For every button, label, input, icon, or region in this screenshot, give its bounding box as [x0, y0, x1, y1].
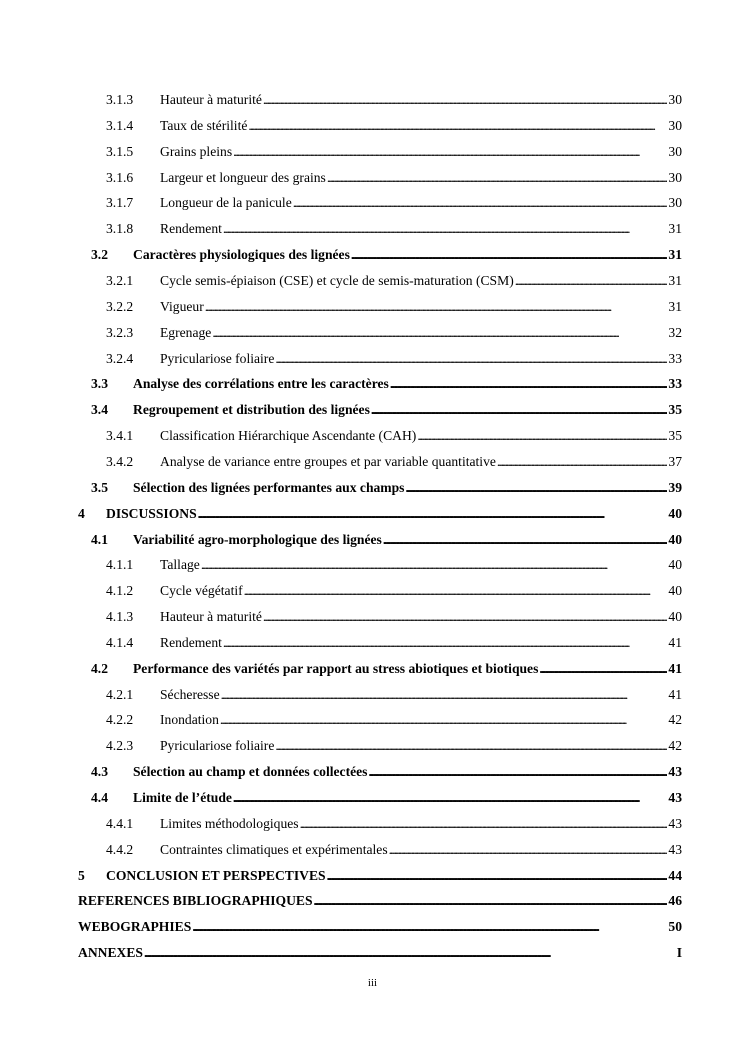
toc-entry-number: 3.1.7 — [106, 195, 134, 211]
toc-entry-page: 31 — [668, 298, 682, 314]
toc-entry-title: Sélection au champ et données collectées — [133, 764, 368, 780]
toc-entry-page: 35 — [668, 402, 682, 418]
toc-entry-title: Vigueur — [160, 298, 204, 314]
dot-leader — [244, 583, 668, 599]
toc-entry[interactable] — [106, 191, 682, 211]
toc-entry-number: 3.1.5 — [106, 143, 134, 159]
toc-entry-title: Egrenage — [160, 324, 212, 340]
toc-entry-title: Rendement — [160, 634, 222, 650]
dot-leader — [263, 92, 667, 108]
toc-entry-page: 30 — [668, 169, 682, 185]
toc-entry[interactable] — [106, 631, 682, 651]
toc-entry-title: Analyse des corrélations entre les caractères — [133, 376, 389, 392]
toc-entry-page: 35 — [668, 428, 682, 444]
toc-entry-page: 40 — [668, 557, 682, 573]
toc-entry[interactable] — [91, 398, 682, 418]
toc-entry-title: Cycle végétatif — [160, 583, 243, 599]
toc-entry-number: 3.4.1 — [106, 428, 134, 444]
toc-entry-title: Classification Hiérarchique Ascendante (CAH) — [160, 428, 417, 444]
toc-entry-title: Regroupement et distribution des lignées — [133, 402, 370, 418]
toc-entry-title: Cycle semis-épiaison (CSE) et cycle de semis-maturation (CSM) — [160, 273, 514, 288]
dot-leader — [201, 557, 668, 573]
toc-entry-page: 31 — [668, 221, 682, 237]
dot-leader — [515, 273, 668, 289]
toc-entry-page: 31 — [668, 247, 682, 263]
toc-entry-number: 3.4 — [91, 402, 108, 418]
toc-entry-title: Tallage — [160, 557, 200, 573]
toc-entry-title: ANNEXES — [78, 945, 143, 961]
toc-entry-title: Performance des variétés par rapport au stress abiotiques et biotiques — [133, 660, 539, 676]
page-number: iii — [367, 977, 378, 989]
toc-entry[interactable] — [106, 88, 682, 108]
toc-entry-page: 43 — [668, 790, 682, 805]
toc-entry[interactable] — [106, 140, 682, 160]
dot-leader — [539, 661, 667, 677]
toc-entry[interactable] — [106, 269, 682, 289]
toc-entry-number: 4.4.1 — [106, 815, 134, 831]
dot-leader — [205, 299, 668, 315]
toc-entry-page: 50 — [668, 919, 682, 935]
dot-leader — [233, 144, 667, 160]
toc-entry-page: 30 — [668, 143, 682, 159]
toc-entry-number: 4.4.2 — [106, 841, 134, 857]
toc-entry[interactable] — [106, 708, 682, 728]
toc-entry-title: Inondation — [160, 712, 219, 728]
toc-entry[interactable] — [91, 372, 682, 392]
toc-entry-page: 40 — [668, 531, 682, 547]
dot-leader — [233, 790, 667, 806]
toc-entry-page: 42 — [668, 712, 682, 728]
toc-entry-page: 46 — [668, 893, 682, 909]
dot-leader — [223, 221, 667, 237]
toc-entry-page: 42 — [668, 738, 682, 754]
dot-leader — [417, 428, 667, 444]
toc-entry-page: 40 — [668, 609, 682, 624]
toc-entry-number: 3.2.4 — [106, 350, 134, 366]
toc-entry[interactable] — [106, 114, 682, 134]
toc-entry[interactable] — [106, 450, 682, 470]
toc-entry-page: 37 — [668, 453, 682, 469]
toc-entry-title: Largeur et longueur des grains — [160, 169, 326, 185]
toc-entry[interactable] — [91, 657, 682, 677]
toc-entry-page: 39 — [668, 479, 682, 495]
dot-leader — [383, 532, 668, 548]
toc-entry-page: 31 — [668, 273, 682, 288]
dot-leader — [405, 480, 667, 496]
toc-entry[interactable] — [78, 915, 682, 935]
toc-entry-number: 3.1.3 — [106, 92, 134, 107]
dot-leader — [275, 738, 667, 754]
toc-entry-number: 4 — [78, 505, 85, 521]
toc-entry-number: 4.1.3 — [106, 609, 134, 624]
toc-entry-number: 4.2.1 — [106, 686, 134, 702]
toc-entry-title: Hauteur à maturité — [160, 609, 262, 624]
dot-leader — [144, 945, 676, 961]
toc-entry-page: 41 — [668, 660, 682, 676]
dot-leader — [220, 712, 668, 728]
toc-entry-number: 4.1.2 — [106, 583, 134, 599]
toc-entry-number: 3.1.8 — [106, 221, 134, 237]
dot-leader — [248, 118, 667, 134]
dot-leader — [293, 195, 668, 211]
toc-entry-title: Analyse de variance entre groupes et par variable quantitative — [160, 453, 496, 469]
toc-entry-page: 41 — [668, 686, 682, 702]
toc-entry[interactable] — [106, 579, 682, 599]
toc-entry[interactable] — [78, 864, 682, 884]
toc-entry-number: 4.3 — [91, 764, 108, 780]
toc-entry-number: 3.1.4 — [106, 117, 134, 133]
toc-entry[interactable] — [106, 166, 682, 186]
toc-entry-number: 3.2.1 — [106, 273, 134, 288]
toc-entry-page: 33 — [668, 376, 682, 392]
toc-entry[interactable] — [106, 295, 682, 315]
toc-entry-title: Limite de l’étude — [133, 790, 232, 805]
toc-entry[interactable] — [106, 734, 682, 754]
toc-entry-page: I — [676, 945, 682, 961]
toc-entry[interactable] — [106, 838, 682, 858]
toc-entry-title: Sécheresse — [160, 686, 220, 702]
dot-leader — [300, 816, 668, 832]
toc-entry-page: 43 — [668, 815, 682, 831]
toc-entry-number: 4.2.3 — [106, 738, 134, 754]
dot-leader — [327, 170, 668, 186]
dot-leader — [497, 454, 667, 470]
toc-entry-page: 40 — [668, 505, 682, 521]
dot-leader — [389, 842, 668, 858]
toc-entry-page: 33 — [668, 350, 682, 366]
toc-entry[interactable] — [106, 605, 682, 625]
dot-leader — [368, 764, 667, 780]
toc-entry[interactable] — [106, 424, 682, 444]
dot-leader — [327, 868, 668, 884]
toc-entry-title: Contraintes climatiques et expérimentales — [160, 841, 388, 857]
toc-entry[interactable] — [106, 812, 682, 832]
toc-entry[interactable] — [91, 528, 682, 548]
toc-entry-number: 3.2.2 — [106, 298, 134, 314]
toc-entry-number: 4.2 — [91, 660, 108, 676]
toc-entry-number: 4.4 — [91, 790, 108, 805]
toc-entry-page: 43 — [668, 764, 682, 780]
dot-leader — [198, 506, 668, 522]
dot-leader — [223, 635, 667, 651]
toc-entry-page: 41 — [668, 634, 682, 650]
dot-leader — [371, 402, 668, 418]
toc-entry-number: 3.4.2 — [106, 453, 134, 469]
toc-entry[interactable] — [106, 347, 682, 367]
toc-entry-title: WEBOGRAPHIES — [78, 919, 192, 935]
toc-entry[interactable] — [91, 786, 682, 806]
toc-entry[interactable] — [106, 683, 682, 703]
toc-entry-number: 3.2 — [91, 247, 108, 263]
toc-entry-title: Longueur de la panicule — [160, 195, 292, 211]
dot-leader — [212, 325, 667, 341]
toc-entry-page: 40 — [668, 583, 682, 599]
toc-entry[interactable] — [91, 476, 682, 496]
toc-entry[interactable] — [106, 553, 682, 573]
toc-entry-number: 4.2.2 — [106, 712, 134, 728]
toc-entry-page: 30 — [668, 195, 682, 211]
toc-entry-number: 4.1.4 — [106, 634, 134, 650]
toc-entry-title: REFERENCES BIBLIOGRAPHIQUES — [78, 893, 313, 909]
toc-entry-page: 32 — [668, 324, 682, 340]
toc-entry[interactable] — [106, 321, 682, 341]
dot-leader — [390, 376, 668, 392]
toc-entry[interactable] — [106, 217, 682, 237]
toc-entry-page: 44 — [668, 867, 682, 883]
dot-leader — [263, 609, 667, 625]
toc-entry-number: 3.2.3 — [106, 324, 134, 340]
toc-entry-number: 5 — [78, 867, 85, 883]
toc-entry[interactable] — [78, 941, 682, 961]
toc-entry-page: 30 — [668, 117, 682, 133]
dot-leader — [314, 893, 668, 909]
toc-entry-page: 43 — [668, 841, 682, 857]
toc-entry-title: Pyriculariose foliaire — [160, 350, 275, 366]
toc-entry[interactable] — [78, 502, 682, 522]
dot-leader — [221, 687, 668, 703]
toc-entry-number: 3.5 — [91, 479, 108, 495]
dot-leader — [351, 247, 668, 263]
toc-entry-title: Grains pleins — [160, 143, 233, 159]
toc-entry-title: Limites méthodologiques — [160, 815, 299, 831]
toc-entry-title: Hauteur à maturité — [160, 92, 262, 107]
toc-entry-title: Sélection des lignées performantes aux champs — [133, 479, 405, 495]
toc-entry-number: 3.1.6 — [106, 169, 134, 185]
toc-entry-title: Rendement — [160, 221, 222, 237]
toc-entry-page: 30 — [668, 92, 682, 107]
toc-entry-title: DISCUSSIONS — [106, 505, 197, 521]
toc-entry[interactable] — [91, 243, 682, 263]
toc-entry-number: 3.3 — [91, 376, 108, 392]
toc-entry-number: 4.1 — [91, 531, 108, 547]
toc-entry[interactable] — [78, 889, 682, 909]
dot-leader — [275, 351, 667, 367]
dot-leader — [192, 919, 667, 935]
toc-entry[interactable] — [91, 760, 682, 780]
toc-entry-title: Taux de stérilité — [160, 117, 248, 133]
toc-entry-title: Pyriculariose foliaire — [160, 738, 275, 754]
toc-entry-title: CONCLUSION ET PERSPECTIVES — [106, 867, 326, 883]
toc-entry-title: Caractères physiologiques des lignées — [133, 247, 350, 263]
toc-entry-number: 4.1.1 — [106, 557, 134, 573]
toc-entry-title: Variabilité agro-morphologique des lignées — [133, 531, 382, 547]
